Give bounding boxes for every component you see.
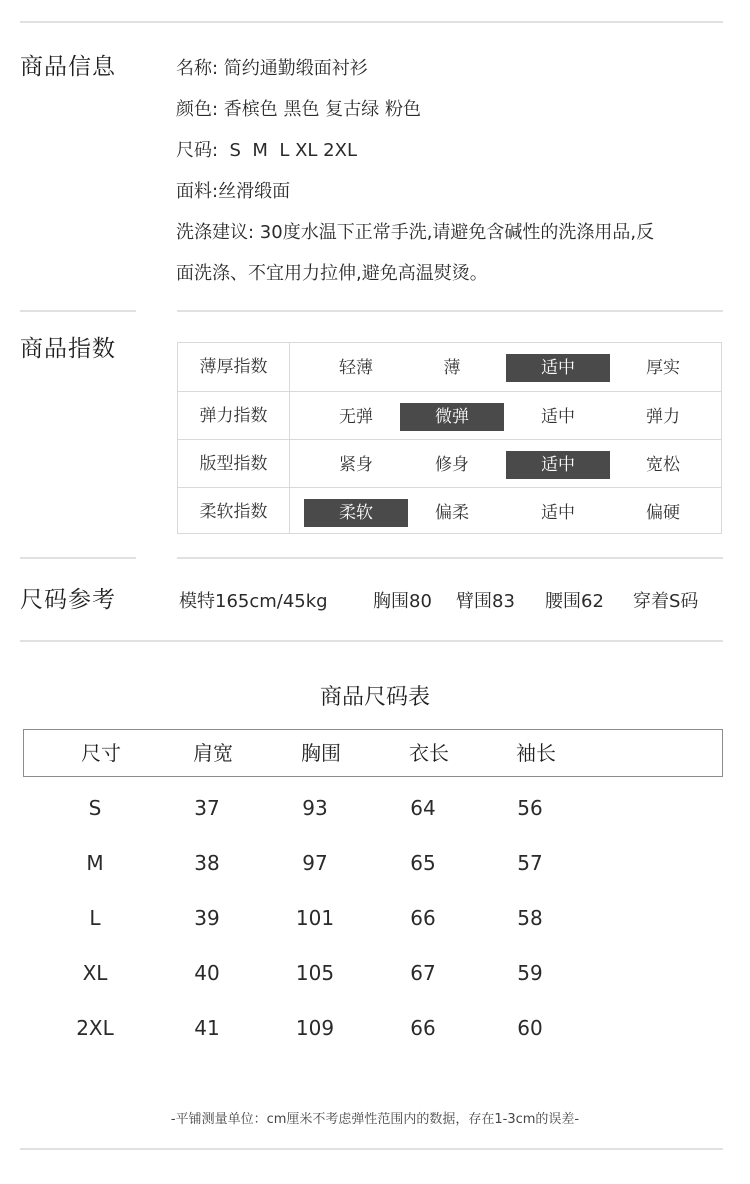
- size-chart-cell: 58: [517, 906, 543, 930]
- size-chart-cell: 41: [194, 1016, 220, 1040]
- size-chart-cell: 60: [517, 1016, 543, 1040]
- size-chart-cell: L: [89, 906, 101, 930]
- size-chart-header-cell: 胸围: [301, 741, 341, 765]
- index-option: 无弹: [339, 407, 373, 427]
- size-chart-title: 商品尺码表: [319, 685, 430, 710]
- ref-bust: 胸围80: [373, 591, 432, 612]
- size-chart-cell: 93: [302, 796, 328, 820]
- index-option: 宽松: [646, 455, 680, 475]
- index-row-label: 柔软指数: [199, 502, 268, 522]
- top-divider: [20, 21, 723, 23]
- info-fabric: 面料:丝滑缎面: [176, 181, 291, 202]
- index-option: 薄: [443, 358, 461, 378]
- index-row: [178, 439, 721, 488]
- divider-3: [20, 640, 723, 642]
- ref-wear: 穿着S码: [633, 591, 699, 612]
- index-option: 适中: [541, 407, 575, 427]
- index-option: 弹力: [646, 407, 680, 427]
- index-row-label: 弹力指数: [199, 406, 268, 426]
- divider-right-2: [177, 557, 723, 559]
- size-chart-cell: 66: [410, 906, 436, 930]
- size-chart-cell: XL: [82, 961, 108, 985]
- size-chart-header-cell: 肩宽: [193, 741, 233, 765]
- size-chart-header-cell: 衣长: [409, 741, 449, 765]
- divider-left-1: [20, 310, 136, 312]
- size-chart-cell: 64: [410, 796, 436, 820]
- size-chart-header-cell: 袖长: [516, 741, 556, 765]
- product-info-title: 商品信息: [20, 54, 116, 80]
- size-chart-cell: 57: [517, 851, 543, 875]
- index-row: [178, 343, 721, 391]
- index-option: 修身: [435, 455, 469, 475]
- index-table: [177, 342, 722, 534]
- bottom-divider: [20, 1148, 723, 1150]
- size-chart-cell: M: [86, 851, 104, 875]
- measure-note: -平铺测量单位：cm厘米不考虑弹性范围内的数据，存在1-3cm的误差-: [170, 1112, 580, 1127]
- index-row-label: 版型指数: [199, 454, 268, 474]
- size-chart-cell: 2XL: [76, 1016, 114, 1040]
- size-chart-cell: 109: [295, 1016, 335, 1040]
- size-chart-cell: 59: [517, 961, 543, 985]
- index-row: [178, 487, 721, 536]
- ref-arm: 臂围83: [456, 591, 515, 612]
- index-row-label: 薄厚指数: [199, 357, 268, 377]
- info-wash-line2: 面洗涤、不宜用力拉伸,避免高温熨烫。: [176, 263, 488, 284]
- divider-right-1: [177, 310, 723, 312]
- size-chart-cell: 67: [410, 961, 436, 985]
- size-reference-title: 尺码参考: [20, 587, 116, 613]
- size-chart-cell: 97: [302, 851, 328, 875]
- index-option: 偏硬: [646, 503, 680, 523]
- size-chart-cell: 56: [517, 796, 543, 820]
- size-chart-header-cell: 尺寸: [81, 741, 121, 765]
- info-color: 颜色: 香槟色 黑色 复古绿 粉色: [176, 99, 421, 120]
- size-chart-cell: 40: [194, 961, 220, 985]
- size-chart-cell: 65: [410, 851, 436, 875]
- index-option: 紧身: [339, 455, 373, 475]
- size-chart-header: [23, 729, 723, 777]
- index-option: 厚实: [646, 358, 680, 378]
- index-option-selected: 柔软: [304, 499, 408, 527]
- divider-left-2: [20, 557, 136, 559]
- index-row: [178, 391, 721, 440]
- size-chart-cell: 38: [194, 851, 220, 875]
- ref-waist: 腰围62: [545, 591, 604, 612]
- size-chart-cell: 39: [194, 906, 220, 930]
- index-option-selected: 适中: [506, 354, 610, 382]
- index-option: 轻薄: [339, 358, 373, 378]
- index-option-selected: 微弹: [400, 403, 504, 431]
- index-option: 偏柔: [435, 503, 469, 523]
- size-chart-cell: S: [88, 796, 102, 820]
- size-chart-cell: 37: [194, 796, 220, 820]
- info-wash-line1: 洗涤建议: 30度水温下正常手洗,请避免含碱性的洗涤用品,反: [176, 222, 655, 243]
- ref-model: 模特165cm/45kg: [179, 591, 328, 612]
- info-name: 名称: 简约通勤缎面衬衫: [176, 58, 368, 79]
- index-option-selected: 适中: [506, 451, 610, 479]
- product-index-title: 商品指数: [20, 336, 116, 362]
- size-chart-cell: 105: [295, 961, 335, 985]
- info-size: 尺码: S M L XL 2XL: [176, 140, 357, 161]
- size-chart-cell: 101: [295, 906, 335, 930]
- size-chart-cell: 66: [410, 1016, 436, 1040]
- index-option: 适中: [541, 503, 575, 523]
